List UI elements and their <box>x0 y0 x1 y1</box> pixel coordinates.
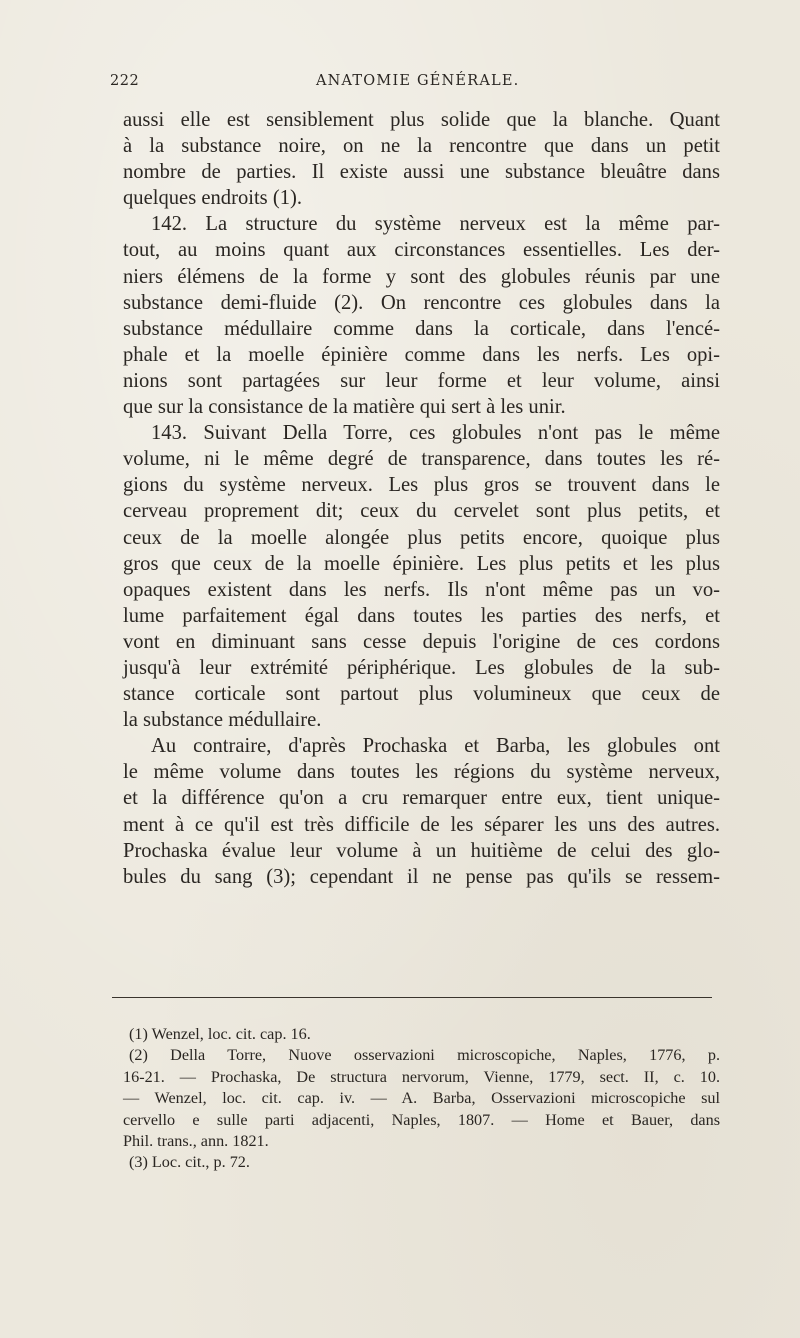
footnote-2: (2) Della Torre, Nuove osservazioni microscopiche, Naples, 1776, p. <box>129 1046 720 1065</box>
text-line: cerveau proprement dit; ceux du cervelet sont plus petits, et <box>123 500 720 523</box>
text-line: substance médullaire comme dans la corticale, dans l'encé- <box>123 317 720 340</box>
main-text <box>123 107 720 890</box>
text-line: phale et la moelle épinière comme dans les nerfs. Les opi- <box>123 343 720 366</box>
footnote-line: cervello e sulle parti adjacenti, Naples, 1807. — Home et Bauer, dans <box>123 1110 720 1129</box>
text-line: et la différence qu'on a cru remarquer entre eux, tient unique- <box>123 787 720 810</box>
text-line: gros que ceux de la moelle épinière. Les plus petits et les plus <box>123 552 720 575</box>
paragraph-142-start: 142. La structure du système nerveux est la même par- <box>151 213 720 236</box>
text-line: que sur la consistance de la matière qui sert à les unir. <box>123 396 566 419</box>
text-line: bules du sang (3); cependant il ne pense pas qu'ils se ressem- <box>123 865 720 888</box>
footnotes <box>123 1024 720 1174</box>
text-line: à la substance noire, on ne la rencontre que dans un petit <box>123 135 720 158</box>
text-line: stance corticale sont partout plus volumineux que ceux de <box>123 683 720 706</box>
text-line: jusqu'à leur extrémité périphérique. Les globules de la sub- <box>123 656 720 679</box>
text-line: la substance médullaire. <box>123 709 322 732</box>
footnote-line: 16-21. — Prochaska, De structura nervorum, Vienne, 1779, sect. II, c. 10. <box>123 1067 720 1086</box>
footnote-1: (1) Wenzel, loc. cit. cap. 16. <box>129 1025 311 1043</box>
page-header <box>110 73 716 97</box>
page-number: 222 <box>110 73 140 89</box>
footnote-line: — Wenzel, loc. cit. cap. iv. — A. Barba, Osservazioni microscopiche sul <box>123 1089 720 1108</box>
text-line: Prochaska évalue leur volume à un huitième de celui des glo- <box>123 839 720 862</box>
text-line: volume, ni le même degré de transparence, dans toutes les ré- <box>123 448 720 471</box>
text-line: ceux de la moelle alongée plus petits encore, quoique plus <box>123 526 720 549</box>
text-line: quelques endroits (1). <box>123 187 303 210</box>
text-line: nions sont partagées sur leur forme et leur volume, ainsi <box>123 369 720 392</box>
paragraph-143-start: 143. Suivant Della Torre, ces globules n'ont pas le même <box>151 422 720 445</box>
text-line: niers élémens de la forme y sont des globules réunis par une <box>123 265 720 288</box>
text-line: ment à ce qu'il est très difficile de les séparer les uns des autres. <box>123 813 720 836</box>
text-line: tout, au moins quant aux circonstances essentielles. Les der- <box>123 239 720 262</box>
text-line: le même volume dans toutes les régions du système nerveux, <box>123 761 720 784</box>
footnote-line: Phil. trans., ann. 1821. <box>123 1131 269 1150</box>
running-title: ANATOMIE GÉNÉRALE. <box>316 73 520 89</box>
text-line: gions du système nerveux. Les plus gros se trouvent dans le <box>123 474 720 497</box>
text-line: vont en diminuant sans cesse depuis l'origine de ces cordons <box>123 630 720 653</box>
footnote-3: (3) Loc. cit., p. 72. <box>129 1153 250 1172</box>
paragraph-contrary-start: Au contraire, d'après Prochaska et Barba, les globules ont <box>151 735 720 758</box>
text-line: nombre de parties. Il existe aussi une substance bleuâtre dans <box>123 161 720 184</box>
text-line: aussi elle est sensiblement plus solide que la blanche. Quant <box>123 109 720 131</box>
footnote-divider <box>112 997 712 998</box>
text-line: lume parfaitement égal dans toutes les parties des nerfs, et <box>123 604 720 627</box>
text-line: substance demi-fluide (2). On rencontre ces globules dans la <box>123 291 720 314</box>
text-line: opaques existent dans les nerfs. Ils n'ont même pas un vo- <box>123 578 720 601</box>
